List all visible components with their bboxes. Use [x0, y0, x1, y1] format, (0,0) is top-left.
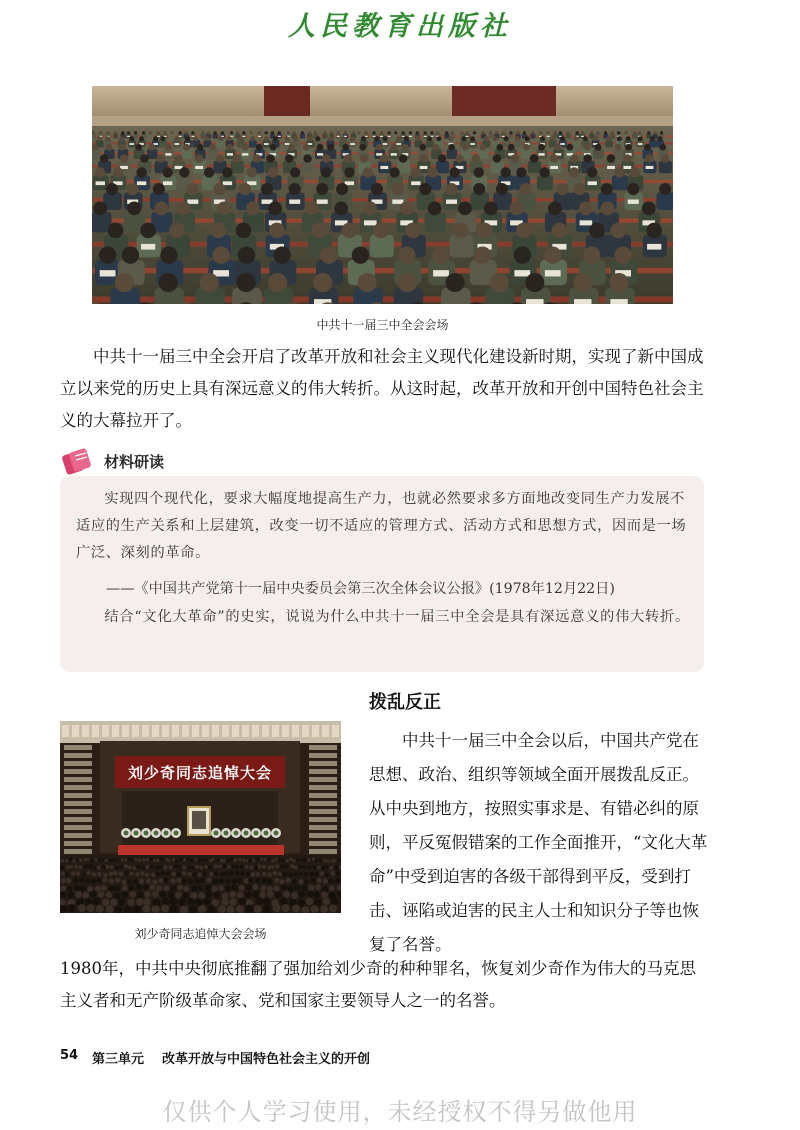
material-study-title: 材料研读 — [104, 453, 165, 471]
intro-paragraph: 中共十一届三中全会开启了改革开放和社会主义现代化建设新时期，实现了新中国成立以来党的历史上具有深远意义的伟大转折。从这时起，改革开放和开创中国特色社会主义的大幕拉开了。 — [60, 347, 704, 430]
unit-title: 改革开放与中国特色社会主义的开创 — [162, 1052, 371, 1067]
material-quote: 实现四个现代化，要求大幅度地提高生产力，也就必然要求多方面地改变同生产力发展不适应的生产关系和上层建筑，改变一切不适应的管理方式、活动方式和思想方式，因而是一场广泛、深刻的革命。 — [76, 491, 687, 561]
unit-label: 第三单元 — [92, 1052, 145, 1067]
publisher-logo: 人民教育出版社 — [288, 11, 512, 42]
book-icon — [62, 447, 92, 475]
material-source: ——《中国共产党第十一届中央委员会第三次全体会议公报》(1978年12月22日) — [106, 581, 615, 597]
page-number: 54 — [60, 1048, 79, 1063]
rectification-paragraph: 中共十一届三中全会以后，中国共产党在思想、政治、组织等领域全面开展拨乱反正。从中央到地方，按照实事求是、有错必纠的原则，平反冤假错案的工作全面推开，“文化大革命”中受到迫害的各级干部得到平反，受到打击、诬陷或迫害的民主人士和知识分子等也恢复了名誉。 — [369, 731, 708, 954]
memorial-banner-text: 刘少奇同志追悼大会 — [127, 764, 272, 782]
material-question: 结合“文化大革命”的史实，说说为什么中共十一届三中全会是具有深远意义的伟大转折。 — [104, 609, 691, 625]
watermark: 仅供个人学习使用，未经授权不得另做他用 — [162, 1098, 638, 1126]
meeting-hall-photo — [92, 86, 673, 304]
memorial-photo — [60, 721, 341, 913]
rehabilitation-paragraph: 1980年，中共中央彻底推翻了强加给刘少奇的种种罪名，恢复刘少奇作为伟大的马克思主义者和无产阶级革命家、党和国家主要领导人之一的名誉。 — [60, 959, 696, 1010]
memorial-caption: 刘少奇同志追悼大会会场 — [134, 927, 267, 941]
meeting-hall-caption: 中共十一届三中全会会场 — [316, 318, 449, 332]
section-title: 拨乱反正 — [369, 692, 441, 713]
